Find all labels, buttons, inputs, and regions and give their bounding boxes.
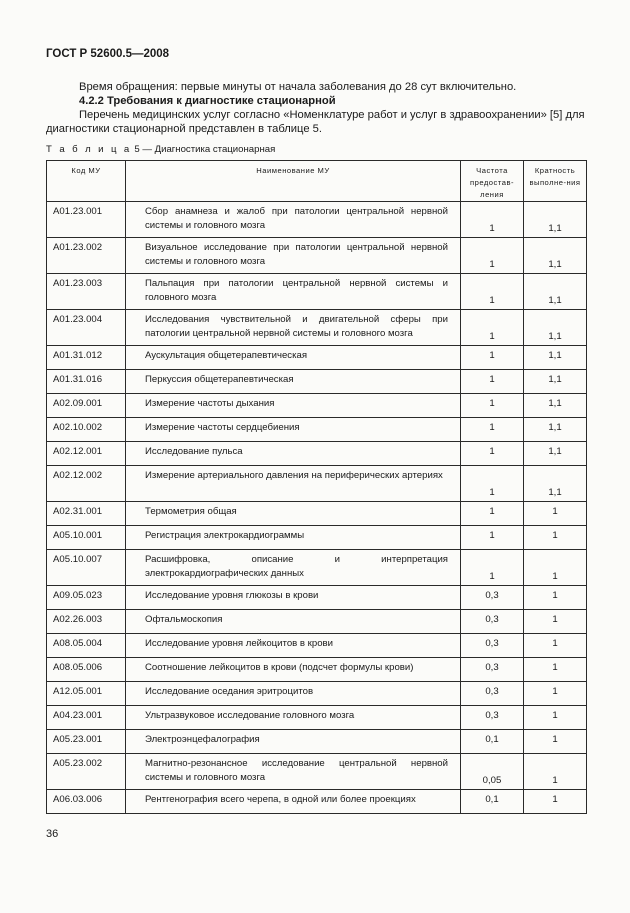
document-header: ГОСТ Р 52600.5—2008 bbox=[46, 48, 170, 60]
row-frequency: 0,1 bbox=[461, 790, 524, 814]
row-name: Пальпация при патологии центральной нервной системы и головного мозга bbox=[126, 274, 461, 310]
row-multiplicity: 1 bbox=[524, 550, 587, 586]
row-name: Исследование оседания эритроцитов bbox=[126, 682, 461, 706]
row-code: A01.23.003 bbox=[47, 274, 126, 310]
row-code: A01.23.004 bbox=[47, 310, 126, 346]
row-frequency: 0,3 bbox=[461, 634, 524, 658]
table-row bbox=[47, 730, 587, 754]
page-number: 36 bbox=[46, 828, 59, 840]
row-code: A01.23.002 bbox=[47, 238, 126, 274]
row-code: A09.05.023 bbox=[47, 586, 126, 610]
row-frequency: 1 bbox=[461, 418, 524, 442]
row-multiplicity: 1 bbox=[524, 502, 587, 526]
row-code: A01.31.016 bbox=[47, 370, 126, 394]
row-frequency: 1 bbox=[461, 502, 524, 526]
row-name: Соотношение лейкоцитов в крови (подсчет формулы крови) bbox=[126, 658, 461, 682]
row-multiplicity: 1 bbox=[524, 790, 587, 814]
table-row bbox=[47, 634, 587, 658]
table-row bbox=[47, 466, 587, 502]
row-name: Ультразвуковое исследование головного мозга bbox=[126, 706, 461, 730]
table-row bbox=[47, 418, 587, 442]
row-name: Измерение артериального давления на периферических артериях bbox=[126, 466, 461, 502]
row-code: A05.10.001 bbox=[47, 526, 126, 550]
table-header-row bbox=[47, 161, 587, 202]
row-multiplicity: 1,1 bbox=[524, 394, 587, 418]
row-name: Термометрия общая bbox=[126, 502, 461, 526]
row-name: Измерение частоты сердцебиения bbox=[126, 418, 461, 442]
row-name: Магнитно-резонансное исследование центральной нервной системы и головного мозга bbox=[126, 754, 461, 790]
intro-paragraph-line-2: диагностики стационарной представлен в таблице 5. bbox=[46, 123, 322, 135]
row-multiplicity: 1,1 bbox=[524, 370, 587, 394]
table-row bbox=[47, 202, 587, 238]
row-frequency: 1 bbox=[461, 466, 524, 502]
diagnostics-table bbox=[46, 160, 587, 814]
row-multiplicity: 1 bbox=[524, 730, 587, 754]
table-row bbox=[47, 370, 587, 394]
row-name: Расшифровка, описание и интерпретация электрокардиографических данных bbox=[126, 550, 461, 586]
row-code: A06.03.006 bbox=[47, 790, 126, 814]
row-frequency: 1 bbox=[461, 394, 524, 418]
row-multiplicity: 1 bbox=[524, 634, 587, 658]
table-caption-text: 5 — Диагностика стационарная bbox=[131, 144, 276, 155]
row-frequency: 1 bbox=[461, 550, 524, 586]
row-multiplicity: 1 bbox=[524, 658, 587, 682]
row-name: Аускультация общетерапевтическая bbox=[126, 346, 461, 370]
row-multiplicity: 1 bbox=[524, 586, 587, 610]
row-frequency: 0,3 bbox=[461, 706, 524, 730]
row-frequency: 1 bbox=[461, 370, 524, 394]
row-multiplicity: 1,1 bbox=[524, 202, 587, 238]
table-row bbox=[47, 586, 587, 610]
row-multiplicity: 1,1 bbox=[524, 418, 587, 442]
row-name: Визуальное исследование при патологии центральной нервной системы и головного мозга bbox=[126, 238, 461, 274]
row-name: Перкуссия общетерапевтическая bbox=[126, 370, 461, 394]
row-multiplicity: 1 bbox=[524, 526, 587, 550]
row-frequency: 0,05 bbox=[461, 754, 524, 790]
intro-line: Время обращения: первые минуты от начала заболевания до 28 сут включительно. bbox=[79, 81, 517, 93]
row-code: A02.12.001 bbox=[47, 442, 126, 466]
row-frequency: 1 bbox=[461, 238, 524, 274]
row-multiplicity: 1,1 bbox=[524, 346, 587, 370]
table-row bbox=[47, 238, 587, 274]
table-caption bbox=[46, 144, 275, 155]
row-frequency: 1 bbox=[461, 442, 524, 466]
table-caption-prefix: Т а б л и ц а bbox=[46, 144, 132, 155]
row-name: Исследование уровня глюкозы в крови bbox=[126, 586, 461, 610]
row-multiplicity: 1 bbox=[524, 610, 587, 634]
row-name: Электроэнцефалография bbox=[126, 730, 461, 754]
row-multiplicity: 1,1 bbox=[524, 274, 587, 310]
row-code: A02.26.003 bbox=[47, 610, 126, 634]
row-frequency: 0,3 bbox=[461, 658, 524, 682]
row-code: A02.09.001 bbox=[47, 394, 126, 418]
table-row bbox=[47, 610, 587, 634]
table-row bbox=[47, 658, 587, 682]
row-code: A02.12.002 bbox=[47, 466, 126, 502]
row-frequency: 1 bbox=[461, 202, 524, 238]
header-name: Наименование МУ bbox=[126, 161, 461, 202]
row-frequency: 0,1 bbox=[461, 730, 524, 754]
row-multiplicity: 1,1 bbox=[524, 466, 587, 502]
row-name: Измерение частоты дыхания bbox=[126, 394, 461, 418]
row-code: A01.31.012 bbox=[47, 346, 126, 370]
row-multiplicity: 1,1 bbox=[524, 442, 587, 466]
row-multiplicity: 1,1 bbox=[524, 238, 587, 274]
row-multiplicity: 1 bbox=[524, 706, 587, 730]
row-name: Исследование пульса bbox=[126, 442, 461, 466]
row-code: A05.23.002 bbox=[47, 754, 126, 790]
table-row bbox=[47, 682, 587, 706]
row-code: A05.23.001 bbox=[47, 730, 126, 754]
row-code: A08.05.004 bbox=[47, 634, 126, 658]
table-row bbox=[47, 274, 587, 310]
row-code: A05.10.007 bbox=[47, 550, 126, 586]
row-frequency: 1 bbox=[461, 346, 524, 370]
header-code: Код МУ bbox=[47, 161, 126, 202]
row-code: A04.23.001 bbox=[47, 706, 126, 730]
row-name: Исследования чувствительной и двигательной сферы при патологии центральной нервной системы и головного мозга bbox=[126, 310, 461, 346]
intro-paragraph-line-1: Перечень медицинских услуг согласно «Номенклатуре работ и услуг в здравоохранении» [5] для bbox=[79, 109, 585, 121]
table-row bbox=[47, 790, 587, 814]
table-row bbox=[47, 706, 587, 730]
row-frequency: 1 bbox=[461, 310, 524, 346]
row-name: Рентгенография всего черепа, в одной или более проекциях bbox=[126, 790, 461, 814]
row-name: Исследование уровня лейкоцитов в крови bbox=[126, 634, 461, 658]
row-multiplicity: 1,1 bbox=[524, 310, 587, 346]
table-row bbox=[47, 310, 587, 346]
row-frequency: 0,3 bbox=[461, 682, 524, 706]
row-multiplicity: 1 bbox=[524, 754, 587, 790]
table-row bbox=[47, 346, 587, 370]
row-code: A12.05.001 bbox=[47, 682, 126, 706]
table-row bbox=[47, 526, 587, 550]
table-row bbox=[47, 502, 587, 526]
row-frequency: 1 bbox=[461, 526, 524, 550]
row-code: A02.10.002 bbox=[47, 418, 126, 442]
table-row bbox=[47, 754, 587, 790]
row-code: A01.23.001 bbox=[47, 202, 126, 238]
row-name: Офтальмоскопия bbox=[126, 610, 461, 634]
row-frequency: 0,3 bbox=[461, 586, 524, 610]
row-multiplicity: 1 bbox=[524, 682, 587, 706]
row-name: Сбор анамнеза и жалоб при патологии центральной нервной системы и головного мозга bbox=[126, 202, 461, 238]
header-frequency: Частота предостав-ления bbox=[461, 161, 524, 202]
section-heading: 4.2.2 Требования к диагностике стационарной bbox=[79, 95, 336, 107]
table-row bbox=[47, 442, 587, 466]
row-frequency: 0,3 bbox=[461, 610, 524, 634]
header-multiplicity: Кратность выполне-ния bbox=[524, 161, 587, 202]
table-row bbox=[47, 394, 587, 418]
row-name: Регистрация электрокардиограммы bbox=[126, 526, 461, 550]
row-frequency: 1 bbox=[461, 274, 524, 310]
row-code: A08.05.006 bbox=[47, 658, 126, 682]
table-row bbox=[47, 550, 587, 586]
row-code: A02.31.001 bbox=[47, 502, 126, 526]
